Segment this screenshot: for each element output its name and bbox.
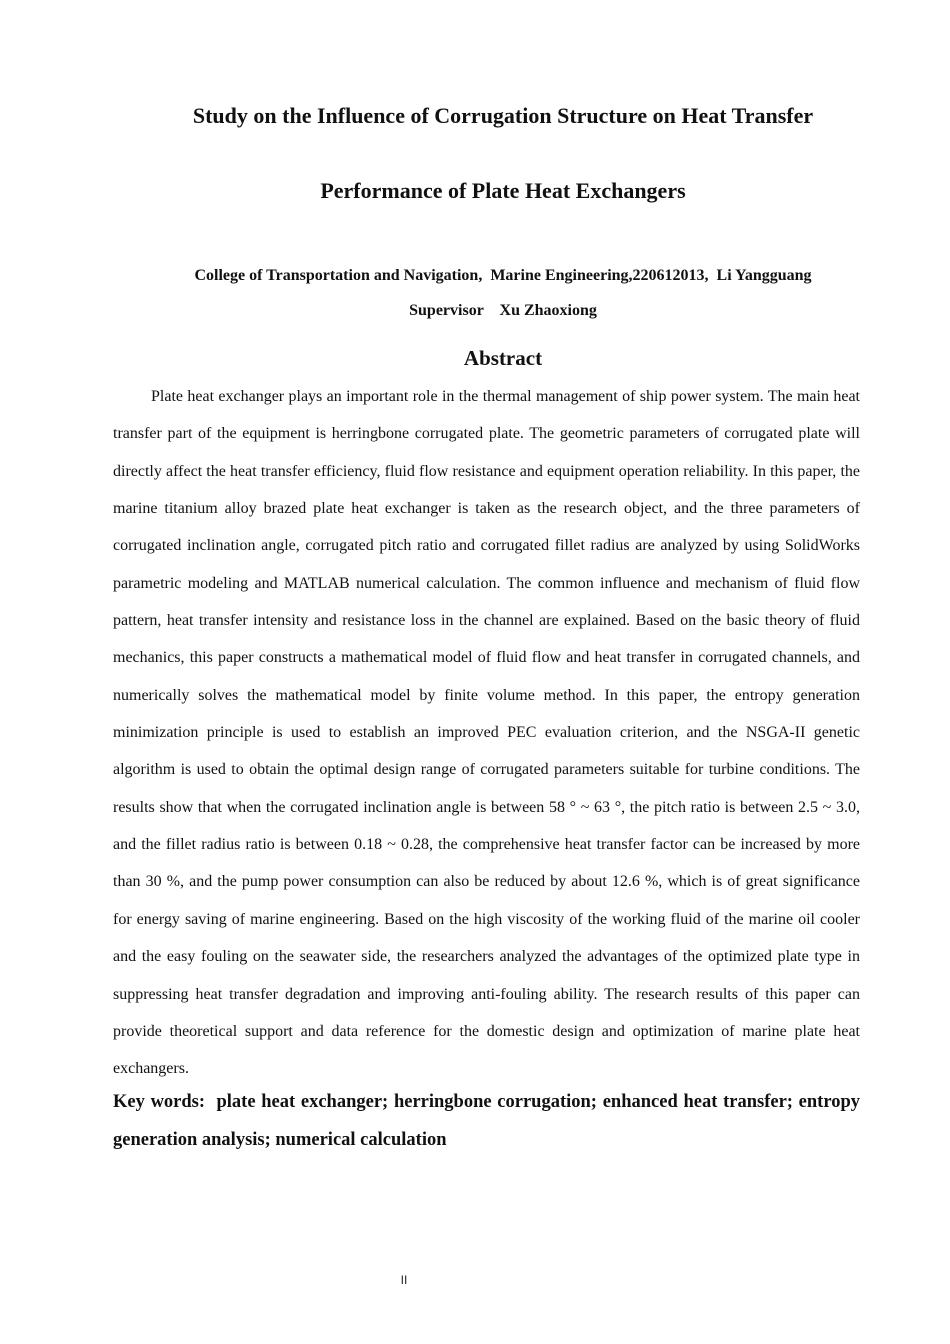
- keywords-text: plate heat exchanger; herringbone corrugation; enhanced heat transfer; entropy generation analysis; numerical calculation: [113, 1092, 860, 1150]
- page-number: II: [400, 1273, 408, 1287]
- paper-title-line-2: Performance of Plate Heat Exchangers: [320, 178, 686, 203]
- abstract-body: Plate heat exchanger plays an important role in the thermal management of ship power system. The main heat transfer part of the equipment is herringbone corrugated plate. The geometric parameters of corrugated plate will directly affect the heat transfer efficiency, fluid flow resistance and equipment operation reliability. In this paper, the marine titanium alloy brazed plate heat exchanger is taken as the research object, and the three parameters of corrugated inclination angle, corrugated pitch ratio and corrugated fillet radius are analyzed by using SolidWorks parametric modeling and MATLAB numerical calculation. The common influence and mechanism of fluid flow pattern, heat transfer intensity and resistance loss in the channel are explained. Based on the basic theory of fluid mechanics, this paper constructs a mathematical model of fluid flow and heat transfer in corrugated channels, and numerically solves the mathematical model by finite volume method. In this paper, the entropy generation minimization principle is used to establish an improved PEC evaluation criterion, and the NSGA-II genetic algorithm is used to obtain the optimal design range of corrugated parameters suitable for turbine conditions. The results show that when the corrugated inclination angle is between 58 ° ~ 63 °, the pitch ratio is between 2.5 ~ 3.0, and the fillet radius ratio is between 0.18 ~ 0.28, the comprehensive heat transfer factor can be increased by more than 30 %, and the pump power consumption can also be reduced by about 12.6 %, which is of great significance for energy saving of marine engineering. Based on the high viscosity of the working fluid of the marine oil cooler and the easy fouling on the seawater side, the researchers analyzed the advantages of the optimized plate type in suppressing heat transfer degradation and improving anti-fouling ability. The research results of this paper can provide theoretical support and data reference for the domestic design and optimization of marine plate heat exchangers.: [113, 388, 860, 1078]
- paper-title-line-1: Study on the Influence of Corrugation Structure on Heat Transfer: [192, 103, 814, 128]
- supervisor-line: Supervisor Xu Zhaoxiong: [409, 302, 597, 319]
- author-affiliation: College of Transportation and Navigation, Marine Engineering,220612013, Li Yangguang: [194, 267, 812, 284]
- keywords: [113, 1083, 860, 1159]
- keywords-label: Key words:: [113, 1092, 217, 1112]
- abstract-heading: Abstract: [463, 346, 543, 370]
